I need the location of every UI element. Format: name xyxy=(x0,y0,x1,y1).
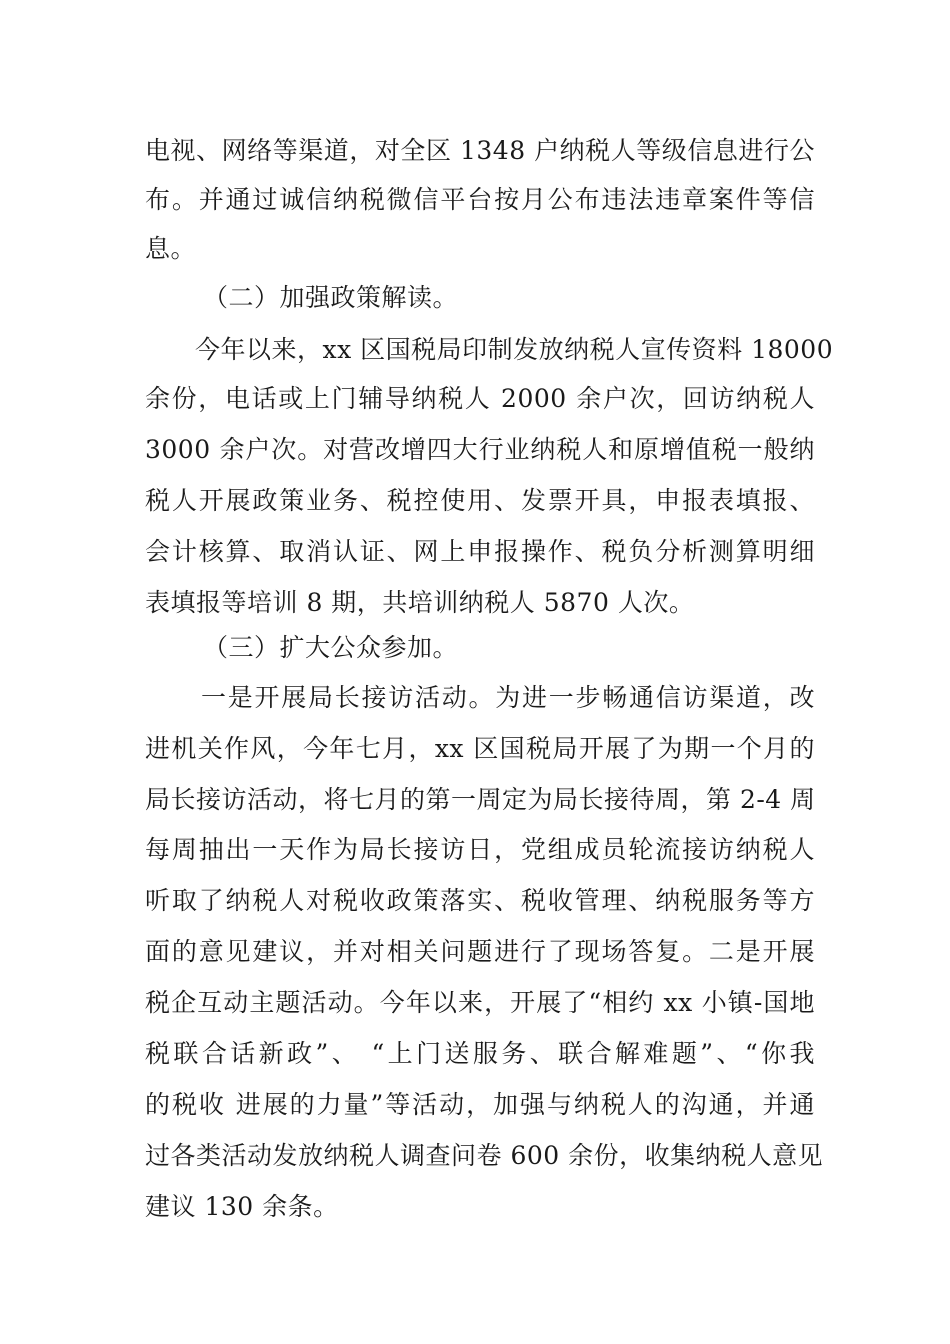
text-line: 税联合话新政”、 “上门送服务、联合解难题”、“你我 xyxy=(145,1039,815,1068)
text-line: 听取了纳税人对税收政策落实、税收管理、纳税服务等方 xyxy=(145,886,815,915)
text-line: 今年以来，xx 区国税局印制发放纳税人宣传资料 18000 xyxy=(195,335,834,364)
text-line: 余份，电话或上门辅导纳税人 2000 余户次，回访纳税人 xyxy=(145,384,815,413)
text-line: 面的意见建议，并对相关问题进行了现场答复。二是开展 xyxy=(145,937,815,966)
text-line: 会计核算、取消认证、网上申报操作、税负分析测算明细 xyxy=(145,537,815,566)
section-heading: （二）加强政策解读。 xyxy=(203,283,459,312)
text-line: 电视、网络等渠道，对全区 1348 户纳税人等级信息进行公 xyxy=(145,136,815,165)
text-line: 3000 余户次。对营改增四大行业纳税人和原增值税一般纳 xyxy=(145,435,815,464)
section-heading: （三）扩大公众参加。 xyxy=(203,633,459,662)
text-line: 税人开展政策业务、税控使用、发票开具，申报表填报、 xyxy=(145,486,815,515)
text-line: 的税收 进展的力量”等活动，加强与纳税人的沟通，并通 xyxy=(145,1090,815,1119)
text-line: 表填报等培训 8 期，共培训纳税人 5870 人次。 xyxy=(145,588,695,617)
text-line: 进机关作风，今年七月，xx 区国税局开展了为期一个月的 xyxy=(145,734,815,763)
text-line: 每周抽出一天作为局长接访日，党组成员轮流接访纳税人 xyxy=(145,835,815,864)
text-line: 一是开展局长接访活动。为进一步畅通信访渠道，改 xyxy=(201,683,815,712)
text-line: 布。并通过诚信纳税微信平台按月公布违法违章案件等信 xyxy=(145,185,815,214)
text-line: 建议 130 余条。 xyxy=(145,1192,339,1221)
text-line: 息。 xyxy=(145,234,197,263)
text-line: 过各类活动发放纳税人调查问卷 600 余份，收集纳税人意见 xyxy=(145,1141,824,1170)
text-line: 税企互动主题活动。今年以来，开展了“相约 xx 小镇-国地 xyxy=(145,988,815,1017)
text-line: 局长接访活动，将七月的第一周定为局长接待周，第 2-4 周 xyxy=(145,785,816,814)
